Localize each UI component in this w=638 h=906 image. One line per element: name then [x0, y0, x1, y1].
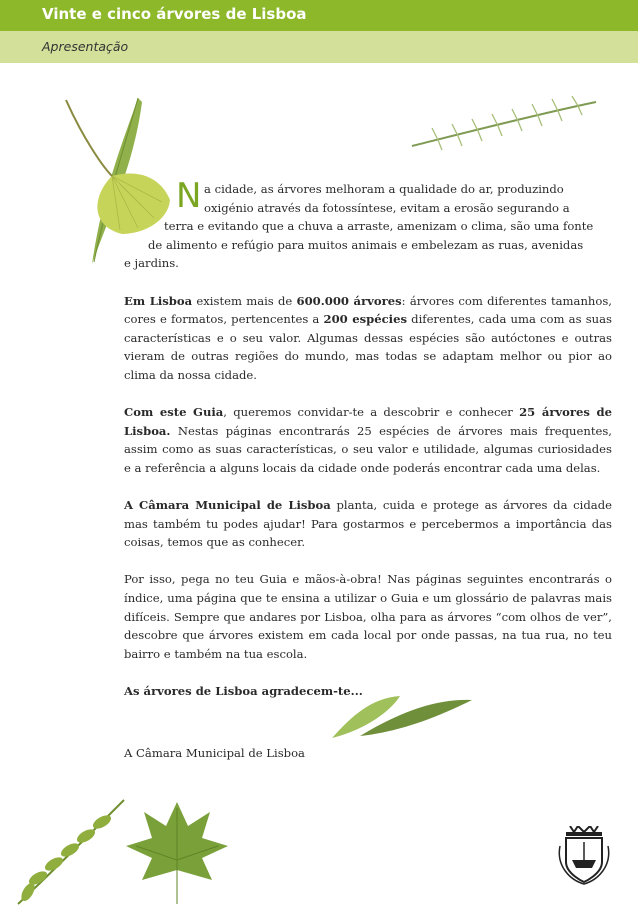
page-title: Vinte e cinco árvores de Lisboa	[42, 5, 307, 23]
subheader-bar	[0, 31, 638, 63]
dropcap: N	[176, 176, 202, 216]
header-bar	[0, 0, 638, 31]
lisbon-coat-of-arms-icon	[556, 826, 612, 886]
acacia-branch-icon	[8, 796, 128, 906]
signature: A Câmara Municipal de Lisboa	[124, 746, 305, 760]
paragraph-call-to-action: Por isso, pega no teu Guia e mãos-à-obra! Nas páginas seguintes encontrarás o índice, uma página que te ensina a utilizar o Guia e um glossário de palavras mais difíceis. Sempre que andares por Lisboa, olha para as árvores “com olhos de ver”, descobre que árvores existem em cada local por onde passas, na tua rua, no teu bairro e também na tua escola.	[124, 572, 612, 661]
intro-paragraph: N a cidade, as árvores melhoram a qualidade do ar, produzindo oxigénio através da fotossíntese, evitam a erosão segurando a terra e evitando que a chuva a arraste, amenizam o clima, são uma fonte de alimento e refúgio para muitos animais e embelezam as ruas, avenidas e jardins.	[124, 176, 594, 271]
paragraph-trees-count: Em Lisboa existem mais de 600.000 árvores: árvores com diferentes tamanhos, cores e formatos, pertencentes a 200 espécies diferentes, cada uma com as suas características e o seu valor. Algumas dessas espécies são autóctones e outras vieram de outras regiões do mundo, mas todas se adaptam melhor ou pior ao clima da nossa cidade.	[124, 293, 612, 382]
paragraph-camara: A Câmara Municipal de Lisboa planta, cuida e protege as árvores da cidade mas também tu podes ajudar! Para gostarmos e percebermos a importância das coisas, temos que as conhecer.	[124, 498, 612, 550]
maple-leaf-icon	[122, 800, 232, 906]
paragraph-thanks: As árvores de Lisboa agradecem-te...	[124, 684, 363, 699]
paragraph-guide: Com este Guia, queremos convidar-te a descobrir e conhecer 25 árvores de Lisboa. Nestas páginas encontrarás 25 espécies de árvores mais frequentes, assim como as suas características, o seu valor e utilidade, algumas curiosidades e a referência a alguns locais da cidade onde poderás encontrar cada uma delas.	[124, 405, 612, 475]
conifer-branch-icon	[408, 96, 600, 152]
body-text	[124, 176, 612, 719]
section-title: Apresentação	[42, 39, 129, 54]
